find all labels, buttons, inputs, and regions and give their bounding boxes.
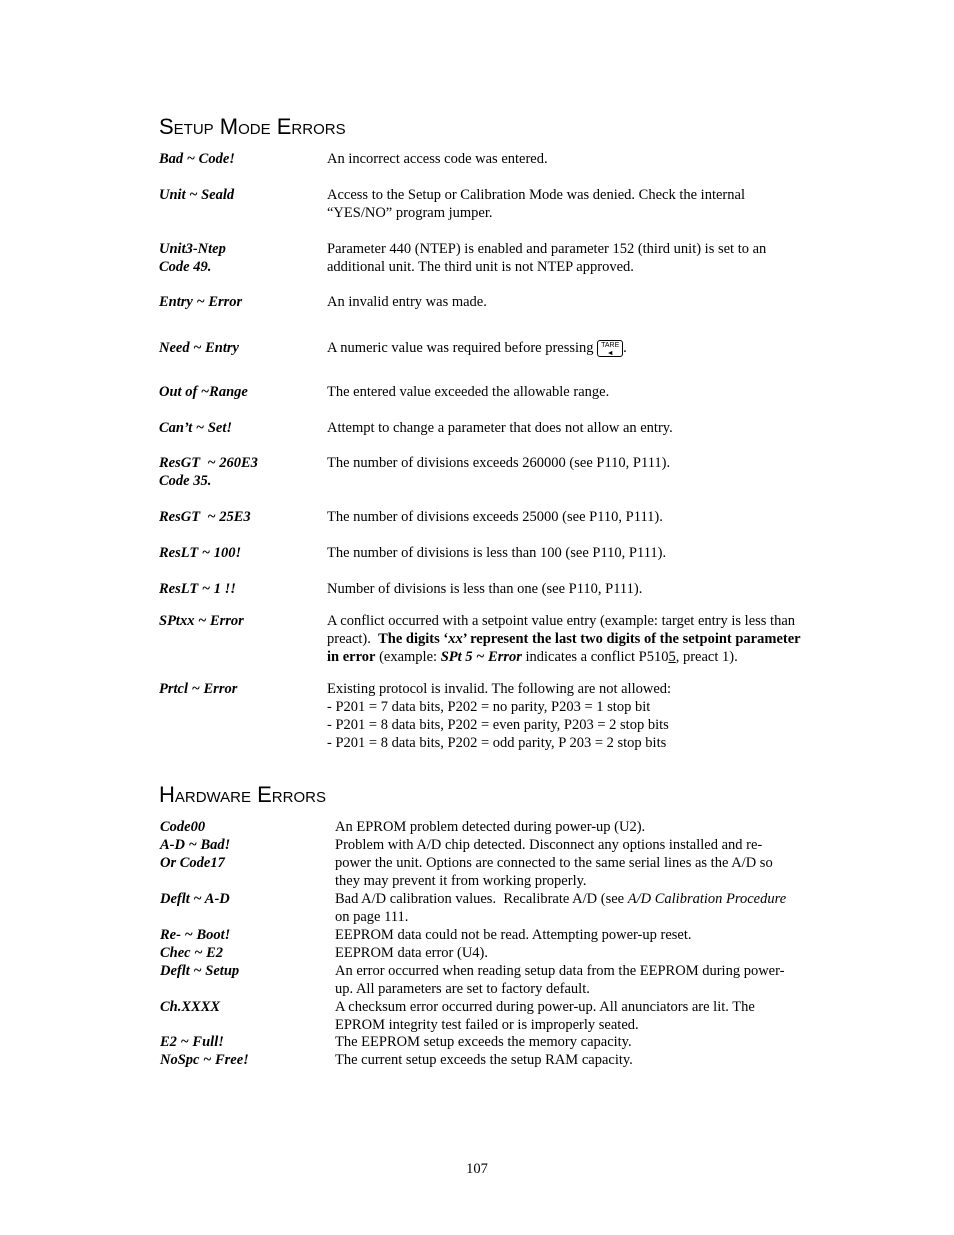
error-description: Bad A/D calibration values. Recalibrate A/D (see A/D Calibration Procedure on page 111. [335, 891, 787, 925]
error-code: SPtxx ~ Error [159, 613, 244, 629]
error-description: Problem with A/D chip detected. Disconnect any options installed and re- power the unit. Options are connected to the same serial lines as the A/D so they may prevent it from working properly. [335, 837, 773, 889]
error-description: Number of divisions is less than one (see P110, P111). [327, 581, 643, 597]
error-description: A conflict occurred with a setpoint value entry (example: target entry is less than preact). The digits ‘xx’ represent the last two digits of the setpoint parameter in error (example: SPt 5 ~ Error indicates a conflict P5105, preact 1). [327, 613, 801, 665]
error-code: Re- ~ Boot! [160, 927, 231, 943]
error-description: A numeric value was required before pressing TARE ◄ . [327, 340, 627, 357]
error-description: Existing protocol is invalid. The following are not allowed: - P201 = 7 data bits, P202 = no parity, P203 = 1 stop bit - P201 = 8 data bits, P202 = even parity, P203 = 2 stop bits - P201 = 8 data bits, P202 = odd parity, P 203 = 2 stop bits [327, 681, 672, 751]
error-description: The number of divisions is less than 100 (see P110, P111). [327, 545, 667, 561]
error-code: Bad ~ Code! [159, 151, 235, 167]
error-description: The EEPROM setup exceeds the memory capacity. [335, 1034, 632, 1050]
error-code: Unit ~ Seald [159, 187, 235, 203]
error-code: Deflt ~ Setup [160, 963, 240, 979]
error-code: Prtcl ~ Error [159, 681, 238, 697]
error-description: The entered value exceeded the allowable range. [327, 384, 610, 400]
error-code: Out of ~Range [159, 384, 248, 400]
error-code: E2 ~ Full! [160, 1034, 224, 1050]
hardware-errors-heading: Hardware Errors [159, 782, 326, 807]
error-code: ResGT ~ 25E3 [159, 509, 251, 525]
error-code: ResLT ~ 1 !! [159, 581, 236, 597]
error-code: A-D ~ Bad! Or Code17 [160, 837, 231, 871]
error-description: The number of divisions exceeds 25000 (see P110, P111). [327, 509, 663, 525]
error-code: Can’t ~ Set! [159, 420, 232, 436]
error-code: Unit3-Ntep Code 49. [159, 241, 226, 275]
error-code: ResGT ~ 260E3 Code 35. [159, 455, 258, 489]
error-code: Entry ~ Error [159, 294, 243, 310]
error-code: Ch.XXXX [160, 999, 221, 1015]
error-code: Chec ~ E2 [160, 945, 224, 961]
error-code: Need ~ Entry [159, 340, 239, 356]
left-arrow-icon: ◄ [606, 350, 614, 357]
error-description: Attempt to change a parameter that does not allow an entry. [327, 420, 673, 436]
error-description: EEPROM data error (U4). [335, 945, 489, 961]
error-description: Parameter 440 (NTEP) is enabled and parameter 152 (third unit) is set to an additional unit. The third unit is not NTEP approved. [327, 241, 767, 275]
tare-key-icon: TARE ◄ [597, 340, 623, 357]
error-description: An EPROM problem detected during power-up (U2). [335, 819, 646, 835]
setup-mode-errors-heading: Setup Mode Errors [159, 114, 346, 139]
error-description: An incorrect access code was entered. [327, 151, 548, 167]
error-code: Code00 [160, 819, 206, 835]
error-code: NoSpc ~ Free! [160, 1052, 249, 1068]
error-description: EEPROM data could not be read. Attempting power-up reset. [335, 927, 692, 943]
error-description: The number of divisions exceeds 260000 (see P110, P111). [327, 455, 671, 471]
error-description: Access to the Setup or Calibration Mode was denied. Check the internal “YES/NO” program jumper. [327, 187, 745, 221]
error-description: An error occurred when reading setup data from the EEPROM during power- up. All parameters are set to factory default. [335, 963, 785, 997]
error-description: The current setup exceeds the setup RAM capacity. [335, 1052, 633, 1068]
page-number: 107 [466, 1161, 488, 1177]
error-description: An invalid entry was made. [327, 294, 487, 310]
error-description: A checksum error occurred during power-up. All anunciators are lit. The EPROM integrity test failed or is improperly seated. [335, 999, 755, 1033]
error-code: ResLT ~ 100! [159, 545, 242, 561]
error-code: Deflt ~ A-D [160, 891, 230, 907]
